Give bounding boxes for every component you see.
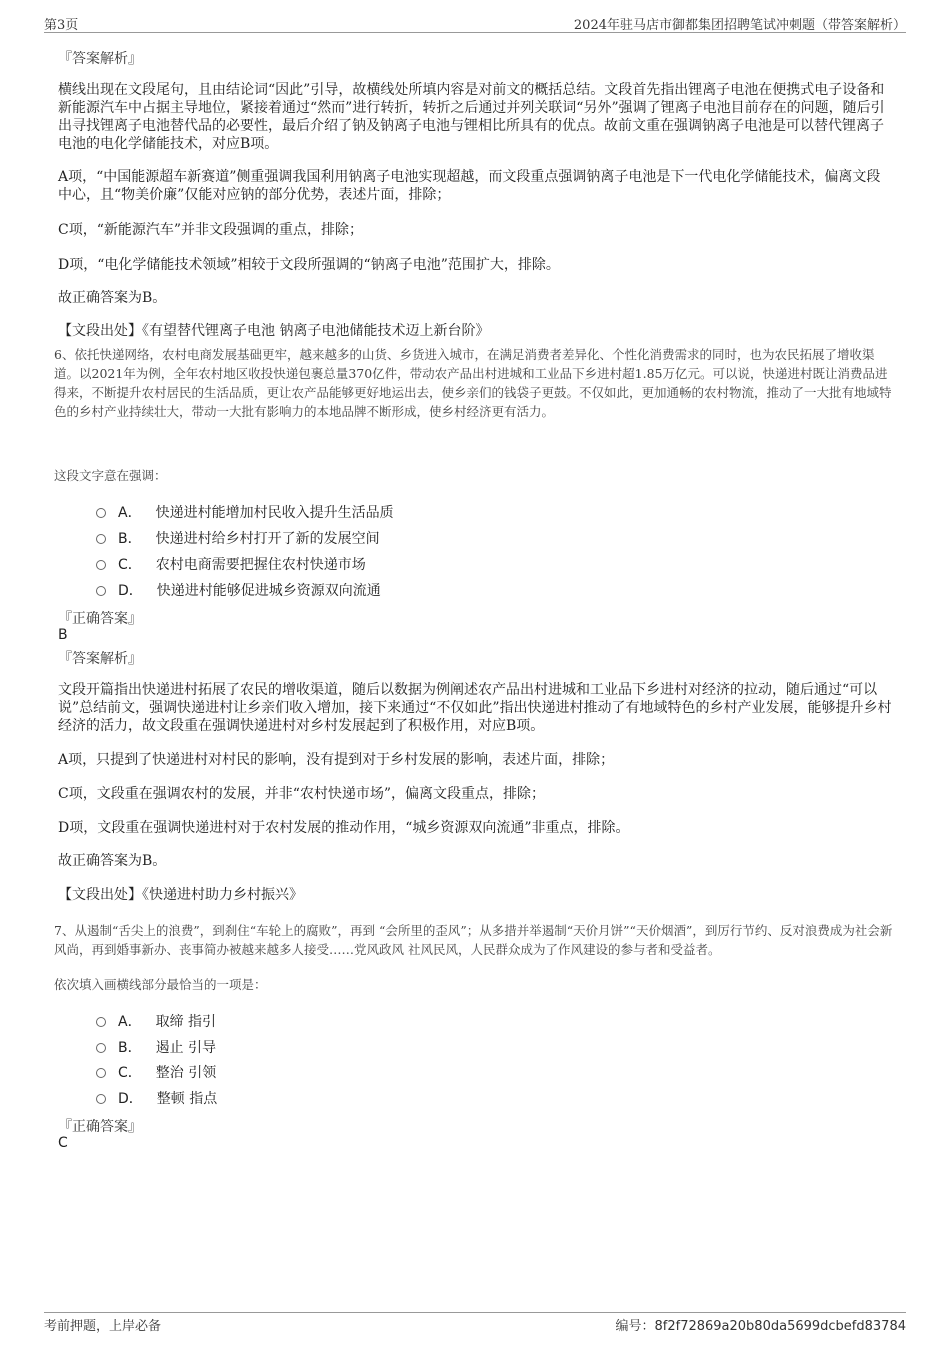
page-footer (44, 1312, 906, 1333)
option-c[interactable]: C． 农村电商需要把握住农村快递市场 (96, 554, 366, 574)
radio-icon[interactable] (96, 508, 106, 518)
option-a[interactable]: A． 取缔 指引 (96, 1011, 216, 1031)
correct-answer: B (58, 627, 68, 643)
correct-answer: C (58, 1135, 68, 1151)
analysis-point-d: D项，文段重在强调快递进村对于农村发展的推动作用，“城乡资源双向流通”非重点，排除。 (58, 820, 630, 836)
radio-icon[interactable] (96, 1043, 106, 1053)
analysis-point-c: C项，文段重在强调农村的发展，并非“农村快递市场”，偏离文段重点，排除； (58, 786, 546, 802)
source-citation: 【文段出处】《有望替代锂离子电池 钠离子电池储能技术迈上新台阶》 (58, 323, 490, 339)
radio-icon[interactable] (96, 1068, 106, 1078)
analysis-label: 『答案解析』 (58, 51, 142, 67)
option-b[interactable]: B． 快递进村给乡村打开了新的发展空间 (96, 528, 380, 548)
radio-icon[interactable] (96, 1017, 106, 1027)
page-header (44, 14, 906, 33)
page-number: 第3页 (44, 18, 79, 33)
option-b[interactable]: B． 遏止 引导 (96, 1037, 216, 1057)
source-citation: 【文段出处】《快递进村助力乡村振兴》 (58, 887, 303, 903)
option-d[interactable]: D． 整顿 指点 (96, 1088, 217, 1108)
option-a[interactable]: A． 快递进村能增加村民收入提升生活品质 (96, 502, 394, 522)
radio-icon[interactable] (96, 1094, 106, 1104)
analysis-label: 『答案解析』 (58, 651, 142, 667)
radio-icon[interactable] (96, 586, 106, 596)
option-d[interactable]: D． 快递进村能够促进城乡资源双向流通 (96, 580, 381, 600)
option-c[interactable]: C． 整治 引领 (96, 1062, 216, 1082)
footer-slogan: 考前押题，上岸必备 (44, 1319, 162, 1334)
correct-answer-label: 『正确答案』 (58, 611, 142, 627)
conclusion: 故正确答案为B。 (58, 853, 167, 869)
analysis-text: 横线出现在文段尾句，且由结论词“因此”引导，故横线处所填内容是对前文的概括总结。文段首先指出锂离子电池在便携式电子设备和新能源汽车中占据主导地位，紧接着通过“然而”进行转折，转折之后通过并列关联词“另外”强调了锂离子电池目前存在的问题，随后引出寻找锂离子电池替代品的必要性，最后介绍了钠及钠离子电池与锂相比所具有的优点。故前文重在强调钠离子电池是可以替代锂离子电池的电化学储能技术，对应B项。 (58, 82, 885, 152)
radio-icon[interactable] (96, 560, 106, 570)
conclusion: 故正确答案为B。 (58, 290, 167, 306)
analysis-point-a: A项，只提到了快递进村对村民的影响，没有提到对于乡村发展的影响，表述片面，排除； (58, 752, 615, 768)
document-title: 2024年驻马店市御都集团招聘笔试冲刺题（带答案解析） (573, 18, 906, 33)
correct-answer-label: 『正确答案』 (58, 1119, 142, 1135)
analysis-point-d: D项，“电化学储能技术领域”相较于文段所强调的“钠离子电池”范围扩大，排除。 (58, 257, 560, 273)
analysis-point-a: A项，“中国能源超车新赛道”侧重强调我国利用钠离子电池实现超越，而文段重点强调钠离子电池是下一代电化学储能技术，偏离文段中心，且“物美价廉”仅能对应钠的部分优势，表述片面，排除； (58, 169, 881, 203)
question-6-text: 6、依托快递网络，农村电商发展基础更牢，越来越多的山货、乡货进入城市，在满足消费者差异化、个性化消费需求的同时，也为农民拓展了增收渠道。以2021年为例，全年农村地区收投快递包裹总量370亿件，带动农产品出村进城和工业品下乡进村超1.85万亿元。可以说，快递进村既让消费品进得来，不断提升农村居民的生活品质，更让农产品能够更好地运出去，使乡亲们的钱袋子更鼓。不仅如此，更加通畅的农村物流，推动了一大批有地域特色的乡村产业持续壮大，带动一大批有影响力的本地品牌不断形成，使乡村经济更有活力。 (54, 347, 892, 419)
question-7-text: 7、从遏制“舌尖上的浪费”，到刹住“车轮上的腐败”，再到 “会所里的歪风”；从多措并举遏制“天价月饼”“天价烟酒”，到厉行节约、反对浪费成为社会新风尚，再到婚事新办、丧事简办被越来越多人接受……党风政风 社风民风，人民群众成为了作风建设的参与者和受益者。 (54, 923, 893, 957)
question-6-prompt: 这段文字意在强调： (54, 468, 167, 483)
analysis-text: 文段开篇指出快递进村拓展了农民的增收渠道，随后以数据为例阐述农产品出村进城和工业品下乡进村对经济的拉动，随后通过“可以说”总结前文，强调快递进村让乡亲们收入增加，接下来通过“不仅如此”指出快递进村推动了有地域特色的乡村产业发展，能够提升乡村经济的活力，故文段重在强调快递进村对乡村发展起到了积极作用，对应B项。 (58, 682, 892, 734)
document-code: 编号：8f2f72869a20b80da5699dcbefd83784 (615, 1319, 906, 1334)
analysis-point-c: C项，“新能源汽车”并非文段强调的重点，排除； (58, 222, 364, 238)
question-7-prompt: 依次填入画横线部分最恰当的一项是： (54, 977, 267, 992)
radio-icon[interactable] (96, 534, 106, 544)
